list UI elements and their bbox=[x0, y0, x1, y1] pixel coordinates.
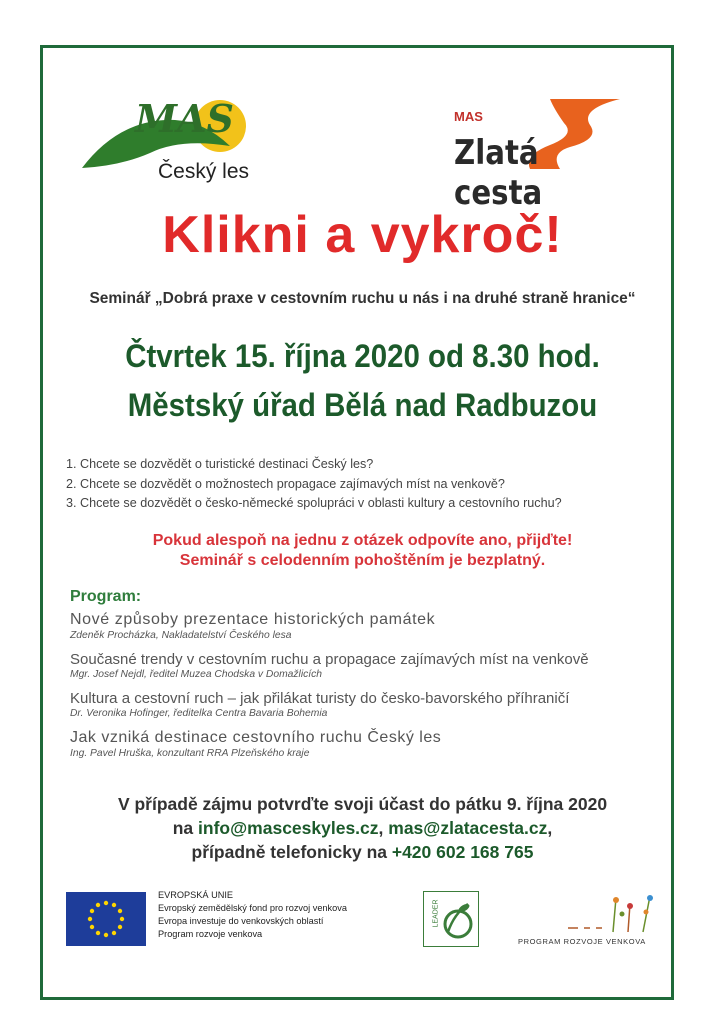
leader-sprout-icon bbox=[424, 892, 478, 946]
question-item: 1. Chcete se dozvědět o turistické destinaci Český les? bbox=[66, 457, 374, 471]
program-item-title: Kultura a cestovní ruch – jak přilákat turisty do česko-bavorského příhraničí bbox=[70, 690, 570, 707]
program-heading: Program: bbox=[70, 588, 142, 605]
seminar-subtitle: Seminář „Dobrá praxe v cestovním ruchu u nás i na druhé straně hranice“ bbox=[89, 290, 636, 307]
program-item-title: Jak vzniká destinace cestovního ruchu Český les bbox=[70, 729, 442, 746]
contact-separator: , bbox=[378, 818, 389, 838]
email-link-info[interactable]: info@masceskyles.cz bbox=[198, 818, 379, 838]
event-date: Čtvrtek 15. října 2020 od 8.30 hod. bbox=[125, 338, 600, 374]
invitation-line: Pokud alespoň na jednu z otázek odpovíte ano, přijďte! bbox=[152, 532, 573, 549]
mas-word: MAS bbox=[135, 96, 234, 141]
phone-number[interactable]: +420 602 168 765 bbox=[391, 842, 534, 862]
event-place: Městský úřad Bělá nad Radbuzou bbox=[127, 387, 598, 423]
program-item bbox=[70, 729, 441, 759]
question-item: 3. Chcete se dozvědět o česko-německé spolupráci v oblasti kultury a cestovního ruchu? bbox=[66, 496, 562, 510]
email-link-mas[interactable]: mas@zlatacesta.cz bbox=[388, 818, 548, 838]
prv-label: PROGRAM ROZVOJE VENKOVA bbox=[518, 937, 646, 946]
mas-cesky-les-logo bbox=[80, 98, 260, 194]
contact-prefix: na bbox=[172, 818, 199, 838]
eu-flag-icon bbox=[66, 892, 146, 946]
program-item-title: Současné trendy v cestovním ruchu a propagace zajímavých míst na venkově bbox=[70, 651, 589, 668]
program-item-speaker: Mgr. Josef Nejdl, ředitel Muzea Chodska v Domažlicích bbox=[70, 669, 322, 680]
program-item-speaker: Ing. Pavel Hruška, konzultant RRA Plzeňského kraje bbox=[70, 748, 310, 759]
eu-line: Evropa investuje do venkovských oblastí bbox=[158, 916, 324, 926]
program-rozvoje-venkova-logo bbox=[518, 892, 658, 948]
program-item-speaker: Zdeněk Procházka, Nakladatelství Českého lesa bbox=[70, 630, 292, 641]
contact-deadline: V případě zájmu potvrďte svoji účast do pátku 9. října 2020 bbox=[117, 794, 608, 814]
contact-emails bbox=[0, 816, 725, 840]
program-item bbox=[70, 651, 589, 680]
program-item bbox=[70, 690, 569, 719]
eu-line: EVROPSKÁ UNIE bbox=[158, 890, 234, 900]
poster-title: Klikni a vykroč! bbox=[162, 206, 563, 264]
leader-logo bbox=[423, 891, 479, 947]
eu-line: Evropský zemědělský fond pro rozvoj venkova bbox=[158, 903, 347, 913]
mas-small-label: MAS bbox=[454, 109, 483, 124]
contact-suffix: , bbox=[547, 818, 553, 838]
eu-funding-text bbox=[158, 889, 347, 941]
zlata-cesta-label: Zlatá cesta bbox=[454, 133, 543, 213]
plants-icon bbox=[518, 892, 658, 934]
invitation-line: Seminář s celodenním pohoštěním je bezplatný. bbox=[179, 552, 546, 569]
question-item: 2. Chcete se dozvědět o možnostech propagace zajímavých míst na venkově? bbox=[66, 476, 505, 491]
mas-zlata-cesta-logo bbox=[450, 95, 640, 213]
invitation-text bbox=[0, 531, 725, 571]
program-item bbox=[70, 611, 435, 641]
program-item-speaker: Dr. Veronika Hofinger, ředitelka Centra Bavaria Bohemia bbox=[70, 708, 328, 719]
contact-block bbox=[0, 792, 725, 864]
program-item-title: Nové způsoby prezentace historických památek bbox=[70, 611, 436, 628]
contact-phone-line bbox=[0, 840, 725, 864]
cesky-les-label: Český les bbox=[158, 160, 250, 183]
question-list bbox=[66, 455, 562, 514]
leader-label: LEADER bbox=[432, 899, 440, 928]
eu-line: Program rozvoje venkova bbox=[158, 929, 263, 939]
phone-prefix: případně telefonicky na bbox=[191, 842, 392, 862]
